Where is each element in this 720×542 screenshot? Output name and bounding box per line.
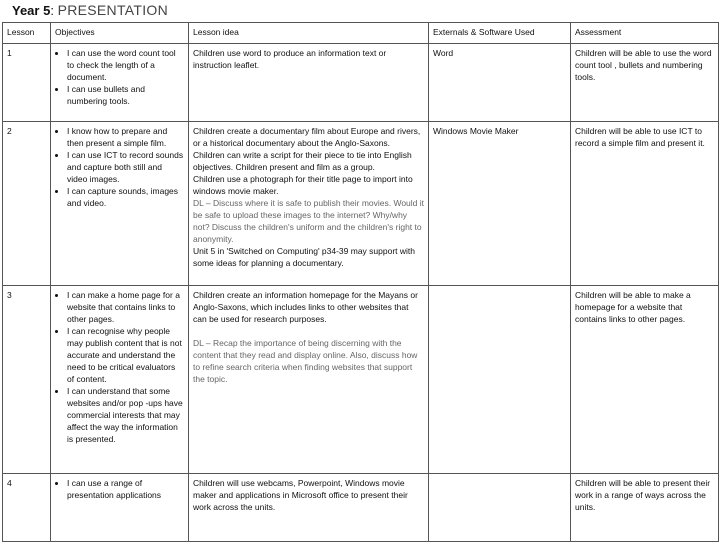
lesson-idea-cell <box>189 474 429 542</box>
objectives-cell <box>51 474 189 542</box>
objectives-cell <box>51 44 189 122</box>
lesson-idea-text: Children create a documentary film about Europe and rivers, or a historical documentary about the Anglo-Saxons. <box>193 126 421 148</box>
lesson-idea-text: Children use word to produce an information text or instruction leaflet. <box>193 48 387 70</box>
objective-item: • I can use bullets and numbering tools. <box>67 83 184 107</box>
externals-cell: Windows Movie Maker <box>429 122 571 286</box>
objective-item: • I can recognise why people may publish content that is not accurate and understand the need to be critical evaluators of content. <box>67 325 184 385</box>
table-row <box>3 122 719 286</box>
title-subject: PRESENTATION <box>57 2 169 18</box>
lesson-idea-text: Children will use webcams, Powerpoint, Windows movie maker and applications in Microsoft office to present their work across the units. <box>193 478 408 512</box>
header-lesson-idea: Lesson idea <box>189 23 429 44</box>
table-row <box>3 44 719 122</box>
table-row <box>3 286 719 474</box>
objective-item: • I can use the word count tool to check the length of a document. <box>67 47 184 83</box>
title-year: Year 5 <box>12 3 51 18</box>
lesson-idea-cell <box>189 122 429 286</box>
header-row <box>3 23 719 44</box>
lesson-idea-text: Unit 5 in 'Switched on Computing' p34-39 may support with some ideas for planning a documentary. <box>193 246 416 268</box>
objective-item: • I can use ICT to record sounds and capture both still and video images. <box>67 149 184 185</box>
objectives-cell <box>51 286 189 474</box>
header-lesson: Lesson <box>3 23 51 44</box>
lesson-number: 3 <box>3 286 51 474</box>
lesson-idea-text: Children create an information homepage for the Mayans or Anglo-Saxons, which includes links to other websites that can be used for research purposes. <box>193 290 418 324</box>
assessment-cell: Children will be able to present their work in a range of ways across the units. <box>571 474 719 542</box>
lesson-plan-table <box>2 22 719 542</box>
lesson-idea-text: Children use a photograph for their title page to import into windows movie maker. <box>193 174 413 196</box>
objective-item: • I can make a home page for a website that contains links to other pages. <box>67 289 184 325</box>
header-objectives: Objectives <box>51 23 189 44</box>
lesson-number: 2 <box>3 122 51 286</box>
assessment-cell: Children will be able to use ICT to record a simple film and present it. <box>571 122 719 286</box>
digital-literacy-note: DL – Discuss where it is safe to publish their movies. Would it be safe to upload these images to the internet? Why/why not? Discuss the children's uniform and the children's right to anonymity. <box>193 198 425 244</box>
objective-item: • I can understand that some websites and/or pop -ups have commercial interests that may affect the way the information is presented. <box>67 385 184 445</box>
externals-cell <box>429 474 571 542</box>
assessment-cell: Children will be able to use the word count tool , bullets and numbering tools. <box>571 44 719 122</box>
objectives-cell <box>51 122 189 286</box>
objective-item: • I can use a range of presentation applications <box>67 477 184 501</box>
lesson-number: 4 <box>3 474 51 542</box>
assessment-cell: Children will be able to make a homepage for a website that contains links to other pages. <box>571 286 719 474</box>
digital-literacy-note: DL – Recap the importance of being discerning with the content that they read and display online. Also, discuss how to refine search criteria when finding websites that support the topic. <box>193 338 418 384</box>
objective-item: • I know how to prepare and then present a simple film. <box>67 125 184 149</box>
lesson-number: 1 <box>3 44 51 122</box>
lesson-idea-cell <box>189 286 429 474</box>
table-row <box>3 474 719 542</box>
header-assessment: Assessment <box>571 23 719 44</box>
objective-item: • I can capture sounds, images and video. <box>67 185 184 209</box>
header-externals: Externals & Software Used <box>429 23 571 44</box>
externals-cell: Word <box>429 44 571 122</box>
externals-cell <box>429 286 571 474</box>
lesson-idea-text: Children can write a script for their piece to tie into English objectives. Children present and film as a group. <box>193 150 412 172</box>
page-title: Year 5: PRESENTATION <box>12 2 169 18</box>
lesson-idea-cell <box>189 44 429 122</box>
